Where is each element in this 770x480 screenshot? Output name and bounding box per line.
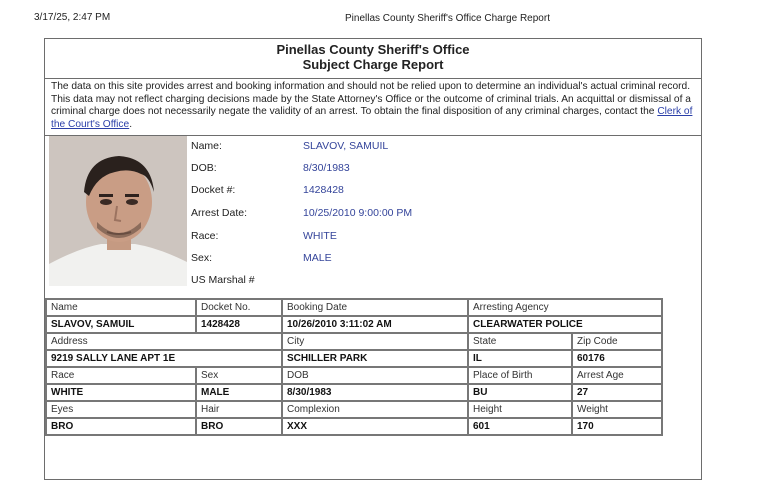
mugshot-photo xyxy=(49,136,187,286)
subject-race-label: Race: xyxy=(191,230,219,242)
value-weight: 170 xyxy=(572,418,662,435)
table-row xyxy=(46,367,662,384)
report-title-box xyxy=(45,39,701,79)
table-row xyxy=(46,401,662,418)
header-arrest-age: Arrest Age xyxy=(572,367,662,384)
report-org: Pinellas County Sheriff's Office xyxy=(276,42,470,57)
header-complexion: Complexion xyxy=(282,401,468,418)
table-row xyxy=(46,350,662,367)
value-hair: BRO xyxy=(196,418,282,435)
value-dob: 8/30/1983 xyxy=(282,384,468,401)
value-arresting-agency: CLEARWATER POLICE xyxy=(468,316,662,333)
subject-docket-value: 1428428 xyxy=(303,184,344,196)
print-title: Pinellas County Sheriff's Office Charge Report xyxy=(345,13,550,24)
disclaimer xyxy=(45,79,701,136)
value-arrest-age: 27 xyxy=(572,384,662,401)
table-row xyxy=(46,316,662,333)
subject-marshal-label: US Marshal # xyxy=(191,274,255,286)
subject-section xyxy=(45,136,701,289)
header-name: Name xyxy=(46,299,196,316)
header-place-of-birth: Place of Birth xyxy=(468,367,572,384)
header-zip-code: Zip Code xyxy=(572,333,662,350)
subject-docket-label: Docket #: xyxy=(191,184,236,196)
header-hair: Hair xyxy=(196,401,282,418)
subject-dob-value: 8/30/1983 xyxy=(303,162,350,174)
value-docket-no: 1428428 xyxy=(196,316,282,333)
subject-arrest-date-value: 10/25/2010 9:00:00 PM xyxy=(303,207,413,219)
value-zip-code: 60176 xyxy=(572,350,662,367)
disclaimer-text: The data on this site provides arrest and booking information and should not be relied upon to determine an individual's actual criminal record. This data may not reflect charging decisions made by the State Attorney's Office or the outcome of criminal trials. An acquittal or dismissal of a criminal charge does not necessarily negate the validity of an arrest. To obtain the final disposition of any criminal charges, contact the xyxy=(51,81,691,117)
subject-arrest-date-label: Arrest Date: xyxy=(191,207,248,219)
table-row xyxy=(46,299,662,316)
value-place-of-birth: BU xyxy=(468,384,572,401)
report-frame xyxy=(44,38,702,480)
header-height: Height xyxy=(468,401,572,418)
value-eyes: BRO xyxy=(46,418,196,435)
header-dob: DOB xyxy=(282,367,468,384)
header-booking-date: Booking Date xyxy=(282,299,468,316)
subject-sex-label: Sex: xyxy=(191,252,213,264)
clerk-of-court-link[interactable]: Clerk of the Court's Office xyxy=(51,106,693,130)
header-address: Address xyxy=(46,333,282,350)
subject-dob-label: DOB: xyxy=(191,162,217,174)
table-row xyxy=(46,418,662,435)
header-sex: Sex xyxy=(196,367,282,384)
value-name: SLAVOV, SAMUIL xyxy=(46,316,196,333)
table-row xyxy=(46,384,662,401)
subject-race-value: WHITE xyxy=(303,230,337,242)
booking-details-table xyxy=(45,298,663,436)
subject-sex-value: MALE xyxy=(303,252,332,264)
table-row xyxy=(46,333,662,350)
header-state: State xyxy=(468,333,572,350)
value-complexion: XXX xyxy=(282,418,468,435)
print-timestamp: 3/17/25, 2:47 PM xyxy=(34,12,111,23)
value-city: SCHILLER PARK xyxy=(282,350,468,367)
header-arresting-agency: Arresting Agency xyxy=(468,299,662,316)
value-address: 9219 SALLY LANE APT 1E xyxy=(46,350,282,367)
header-eyes: Eyes xyxy=(46,401,196,418)
value-booking-date: 10/26/2010 3:11:02 AM xyxy=(282,316,468,333)
header-city: City xyxy=(282,333,468,350)
subject-name-value: SLAVOV, SAMUIL xyxy=(303,140,389,152)
subject-name-label: Name: xyxy=(191,140,222,152)
value-height: 601 xyxy=(468,418,572,435)
mugshot-image xyxy=(49,136,187,286)
disclaimer-end: . xyxy=(129,118,133,130)
report-subtitle: Subject Charge Report xyxy=(302,57,444,72)
header-weight: Weight xyxy=(572,401,662,418)
header-docket-no: Docket No. xyxy=(196,299,282,316)
value-sex: MALE xyxy=(196,384,282,401)
value-race: WHITE xyxy=(46,384,196,401)
header-race: Race xyxy=(46,367,196,384)
print-header xyxy=(0,0,770,30)
value-state: IL xyxy=(468,350,572,367)
